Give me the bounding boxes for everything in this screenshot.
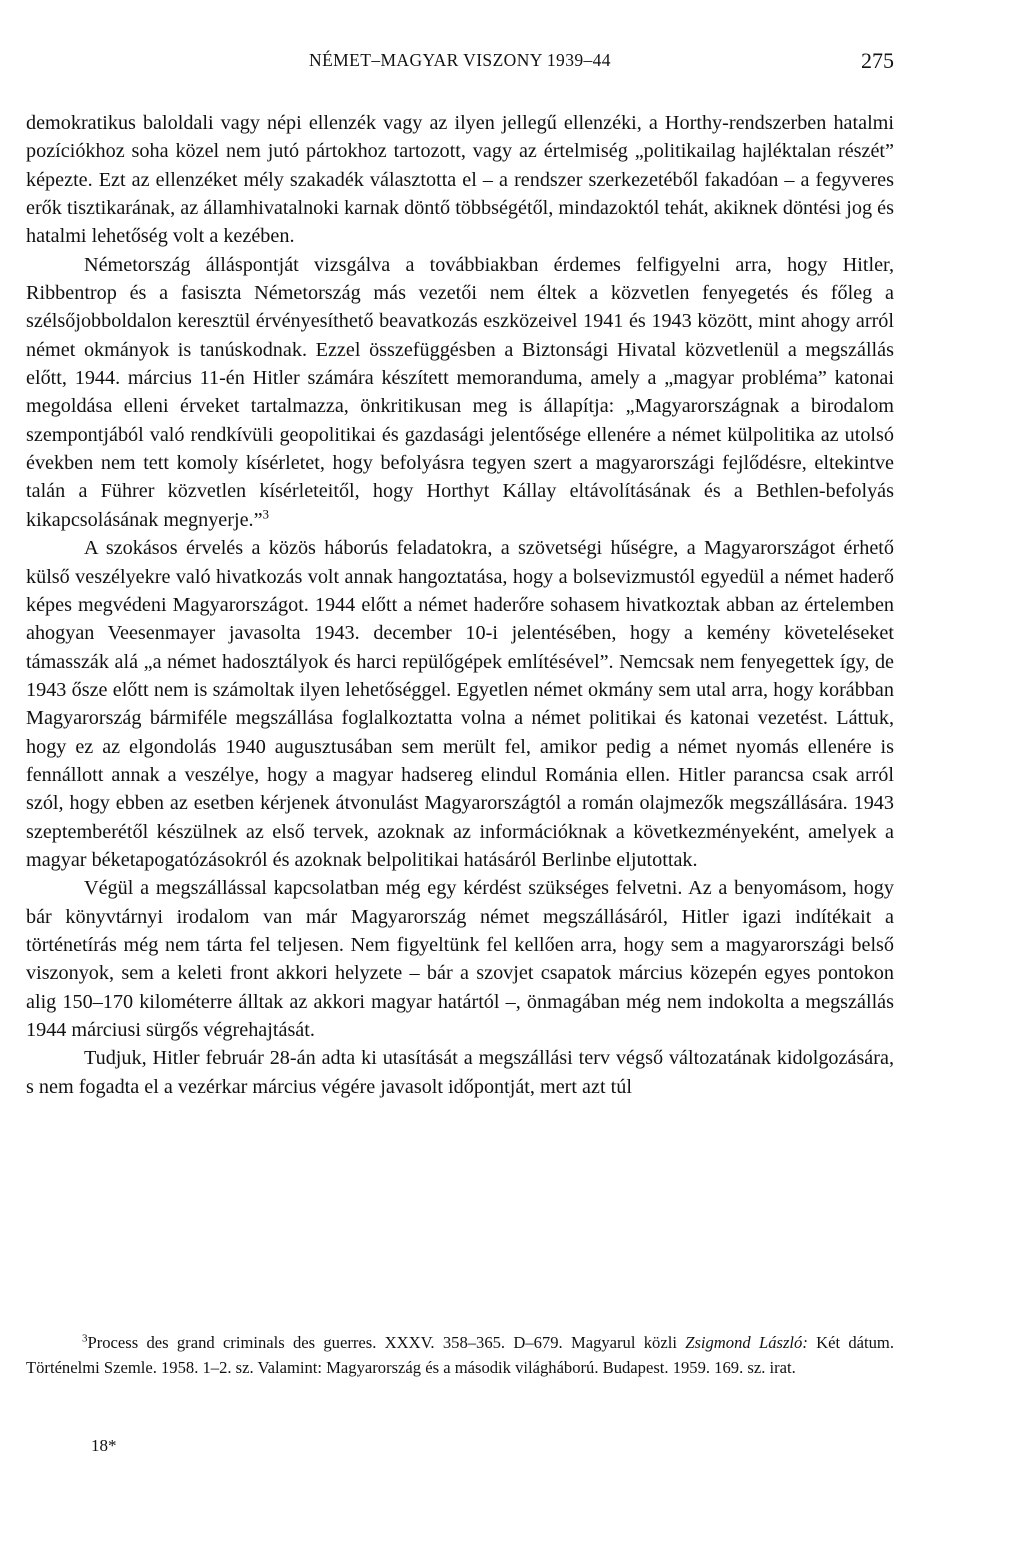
paragraph-text: A szokásos érvelés a közös háborús feladatokra, a szövetségi hűségre, a Magyarországot érhető külső veszélyekre való hivatkozás volt annak hangoztatása, hogy a bolsevizmustól egyedül a német haderő képes megvédeni Magyarországot. 1944 előtt a német haderőre sohasem hivatkoztak abban az értelemben ahogyan Veesenmayer javasolta 1943. december 10-i jelentésében, hogy a kemény követeléseket támasszák alá „a német hadosztályok és harci repülőgépek említésével”. Nemcsak nem fenyegettek így, de 1943 ősze előtt nem is számoltak ilyen lehetőséggel. Egyetlen német okmány sem utal arra, hogy korábban Magyarország bármiféle megszállása foglalkoztatta volna a német politikai és katonai vezetést. Láttuk, hogy ez az elgondolás 1940 augusztusában sem merült fel, amikor pedig a német nyomás ellenére is fennállott annak a veszélye, hogy a magyar hadsereg elindul Románia ellen. Hitler parancsa csak arról szól, hogy ebben az esetben kérjenek átvonulást Magyarországtól a román olajmezők megszállására. 1943 szeptemberétől készülnek az első tervek, azoknak az információknak a következményeként, amelyek a magyar béketapogatózásokról és azoknak belpolitikai hatásáról Berlinbe eljutottak. <box>26 537 894 871</box>
footnote-marker: 3 <box>82 1332 88 1345</box>
footnotes <box>26 1330 894 1380</box>
footnote-reference: 3 <box>262 506 270 522</box>
footnote-author: Zsigmond László: <box>685 1333 808 1352</box>
paragraph <box>26 534 894 874</box>
paragraph-text: demokratikus baloldali vagy népi ellenzék vagy az ilyen jellegű ellenzéki, a Horthy-rendszerben hatalmi pozíciókhoz soha közel nem jutó pártokhoz tartozott, vagy az értelmiség „politikailag hajléktalan részét” képezte. Ezt az ellenzéket mély szakadék választotta el – a rendszer szerkezetéből fakadóan – a fegyveres erők tisztikarának, az államhivatalnoki karnak döntő többségétől, mindazoktól tehát, akiknek döntési jog és hatalmi lehetőség volt a kezében. <box>26 112 894 248</box>
page-number: 275 <box>861 48 894 73</box>
footnote-text-continued: Két dátum. Történelmi Szemle. 1958. 1–2. sz. Valamint: Magyarország és a második világháború. Budapest. 1959. 169. sz. irat. <box>26 1333 894 1377</box>
paragraph <box>26 251 894 534</box>
printer-signature-mark: 18* <box>91 1436 117 1455</box>
paragraph-text: Tudjuk, Hitler február 28-án adta ki utasítását a megszállási terv végső változatának kidolgozására, s nem fogadta el a vezérkar március végére javasolt időpontját, mert azt túl <box>26 1047 894 1098</box>
paragraph <box>26 109 894 251</box>
paragraph <box>26 874 894 1044</box>
footnote <box>26 1330 894 1380</box>
running-head <box>26 48 894 74</box>
paragraph <box>26 1044 894 1101</box>
body-text <box>26 109 894 1101</box>
paragraph-text: Végül a megszállással kapcsolatban még egy kérdést szükséges felvetni. Az a benyomásom, hogy bár könyvtárnyi irodalom van már Magyarország német megszállásáról, Hitler igazi indítékait a történetírás még nem tárta fel teljesen. Nem figyeltünk fel kellően arra, hogy sem a magyarországi belső viszonyok, sem a keleti front akkori helyzete – bár a szovjet csapatok március közepén egyes pontokon alig 150–170 kilométerre álltak az akkori magyar határtól –, önmagában még nem indokolta a megszállás 1944 márciusi sürgős végrehajtását. <box>26 877 894 1041</box>
paragraph-text: Németország álláspontját vizsgálva a továbbiakban érdemes felfigyelni arra, hogy Hitler, Ribbentrop és a fasiszta Németország más vezetői nem éltek a közvetlen fenyegetés és főleg a szélsőjobboldalon keresztül érvényesíthető beavatkozás eszközeivel 1941 és 1943 között, mint ahogy arról német okmányok is tanúskodnak. Ezzel összefüggésben a Biztonsági Hivatal közvetlenül a megszállás előtt, 1944. március 11-én Hitler számára készített memoranduma, amely a „magyar probléma” katonai megoldása elleni érveket tartalmazza, önkritikusan meg is állapítja: „Magyarországnak a birodalom szempontjából való rendkívüli geopolitikai és gazdasági jelentősége ellenére a német külpolitika az utolsó években nem tett komoly kísérletet, hogy befolyásra tegyen szert a magyarországi fejlődésre, eltekintve talán a Führer közvetlen kísérleteitől, hogy Horthyt Kállay eltávolításának és a Bethlen-befolyás kikapcsolásának megnyerje.” <box>26 253 894 531</box>
running-title: NÉMET–MAGYAR VISZONY 1939–44 <box>309 50 611 70</box>
footnote-text: Process des grand criminals des guerres. XXXV. 358–365. D–679. Magyarul közli <box>87 1333 686 1352</box>
